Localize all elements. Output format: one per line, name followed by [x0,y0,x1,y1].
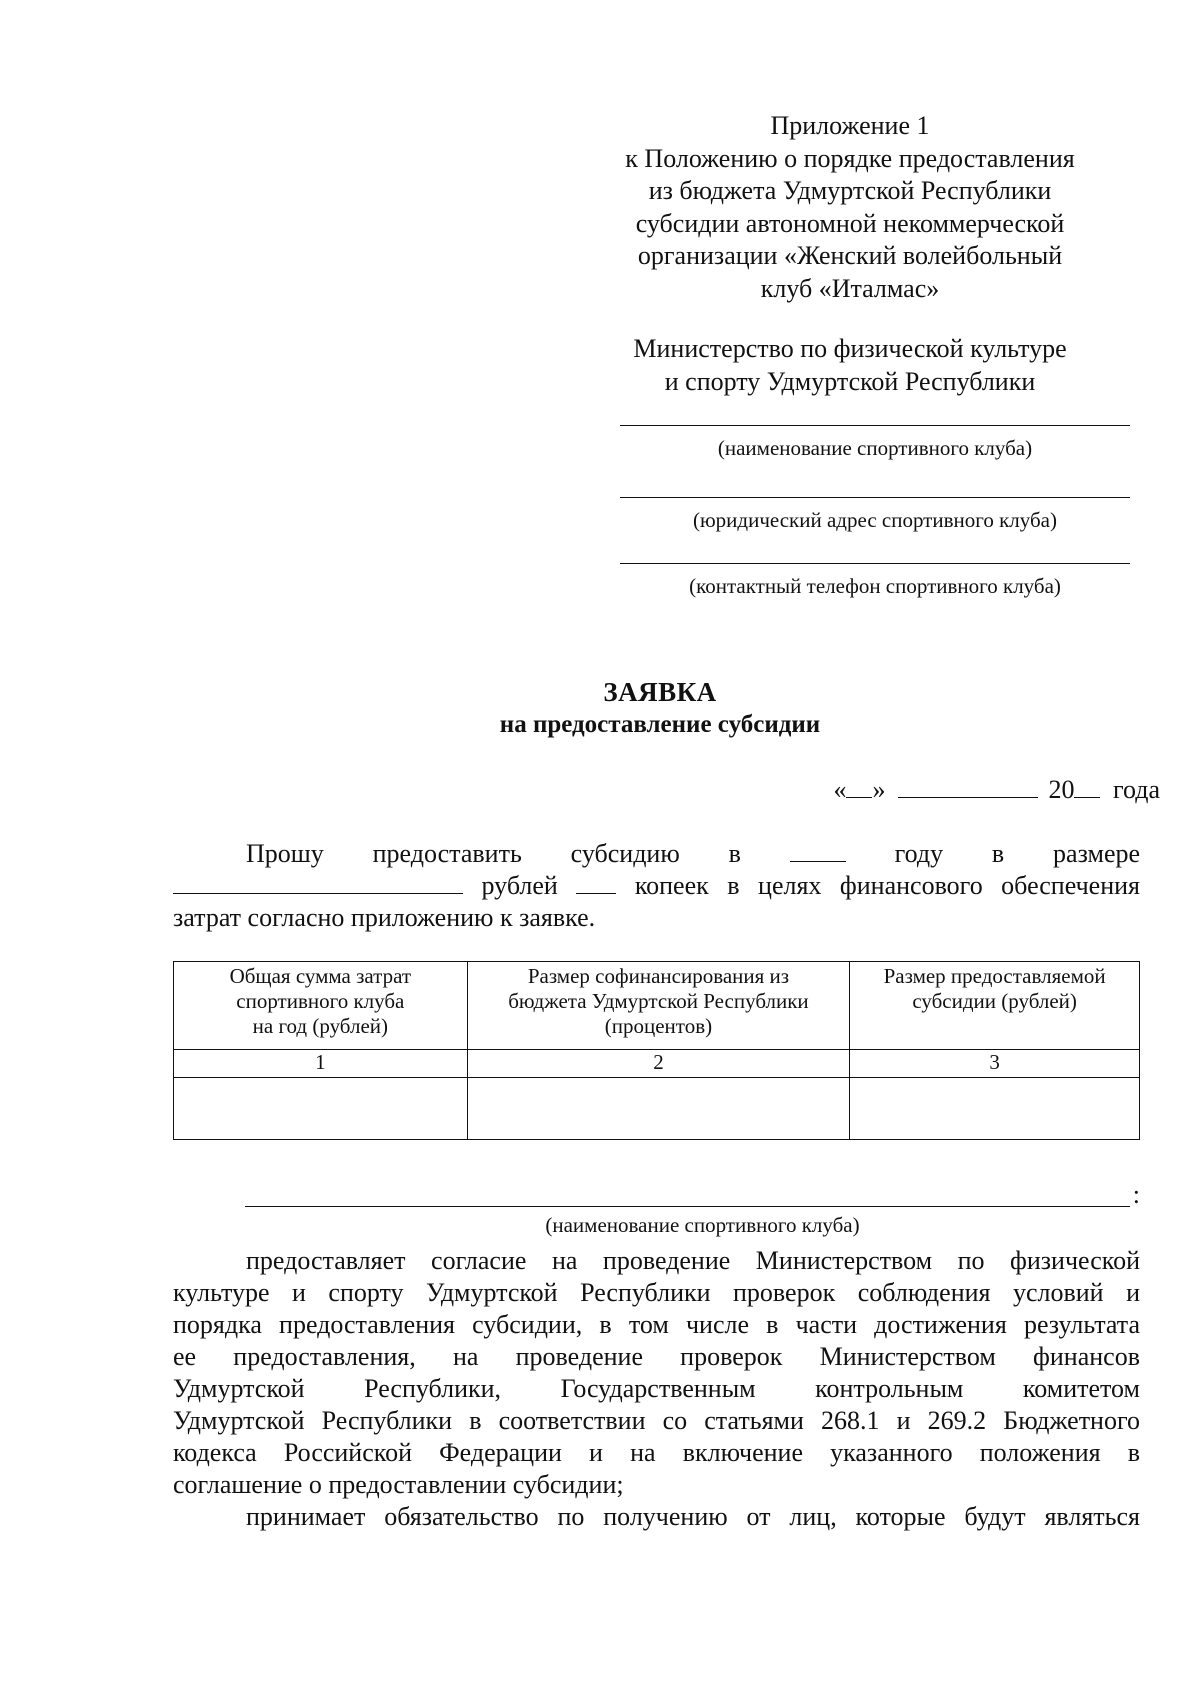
year-blank[interactable] [1074,775,1100,798]
consent-line: порядка предоставления субсидии, в том числе в части достижения результата [173,1310,1140,1339]
club-phone-caption: (контактный телефон спортивного клуба) [689,574,1061,598]
addressee-line: и спорту Удмуртской Республики [664,366,1036,396]
club-phone-field[interactable] [620,563,1130,599]
annex-line: клуб «Италмас» [760,273,940,303]
obligation-line: принимает обязательство по получению от лиц, которые будут являться [246,1502,1140,1531]
consent-line: кодекса Российской Федерации и на включение указанного положения в [173,1438,1140,1467]
date-field[interactable] [833,775,1160,805]
club-address-line [620,497,1130,498]
table-number-row [174,1050,1140,1078]
table-input-cell[interactable] [467,1078,850,1140]
request-paragraph [173,838,1140,934]
request-word: году [894,839,944,868]
request-line-3: затрат согласно приложению к заявке. [173,903,596,932]
annex-line: Приложение 1 [770,111,930,140]
table-input-cell[interactable] [850,1078,1140,1140]
document-title: ЗАЯВКА [603,677,717,707]
rubles-blank[interactable] [173,871,463,894]
table-number-cell: 1 [174,1050,468,1078]
request-word: субсидию [570,839,680,868]
club-name-caption: (наименование спортивного клуба) [717,436,1033,460]
table-input-cell[interactable] [174,1078,468,1140]
request-word: Прошу [246,839,324,868]
day-blank[interactable] [846,775,872,798]
request-line-1 [173,838,1140,870]
table-number-cell: 3 [850,1050,1140,1078]
consent-line: предоставляет согласие на проведение Министерством по физической [246,1246,1140,1275]
request-word: предоставить [372,839,522,868]
club-name-line [620,425,1130,426]
consent-line: ее предоставления, на проведение проверок Министерством финансов [173,1342,1140,1371]
rubles-label: рублей [481,871,558,900]
consent-line: Удмуртской Республики в соответствии со статьями 268.1 и 269.2 Бюджетного [173,1406,1140,1435]
annex-line: из бюджета Удмуртской Республики [648,176,1052,205]
month-blank[interactable] [898,775,1038,798]
request-word: размере [1053,839,1141,868]
signature-caption: (наименование спортивного клуба) [545,1213,860,1237]
request-word: в [991,839,1005,868]
document-subtitle: на предоставление субсидии [499,711,821,738]
club-address-field[interactable] [620,497,1130,533]
club-signature-field[interactable] [245,1180,1140,1238]
kopecks-blank[interactable] [576,871,616,894]
table-header-cell: Общая сумма затрат спортивного клуба на год (рублей) [174,962,468,1050]
subsidy-table [173,961,1140,1140]
addressee-line: Министерство по физической культуре [633,334,1067,363]
table-header-row [174,962,1140,1050]
annex-line: к Положению о порядке предоставления [625,143,1075,173]
club-phone-line [620,563,1130,564]
year-suffix: года [1112,775,1160,804]
request-word: в [728,839,741,868]
request-line-2-text: копеек в целях финансового обеспечения [634,871,1141,900]
consent-line: культуре и спорту Удмуртской Республики проверок соблюдения условий и [173,1278,1140,1307]
consent-paragraph [173,1245,1140,1533]
year-input-blank[interactable] [790,839,846,862]
table-header-cell: Размер софинансирования из бюджета Удмуртской Республики (процентов) [467,962,850,1050]
club-address-caption: (юридический адрес спортивного клуба) [692,508,1057,532]
signature-line [245,1206,1130,1207]
annex-line: субсидии автономной некоммерческой [635,208,1065,238]
table-row [174,1078,1140,1140]
signature-colon: : [1132,1180,1140,1209]
annex-line: организации «Женский волейбольный [637,241,1063,270]
club-name-field[interactable] [620,425,1130,461]
annex-header [600,110,1100,305]
consent-line: Удмуртской Республики, Государственным контрольным комитетом [173,1374,1140,1403]
date-close-quote: » [872,775,886,804]
date-open-quote: « [833,775,847,804]
consent-line: соглашение о предоставлении субсидии; [173,1470,624,1499]
table-number-cell: 2 [467,1050,850,1078]
request-line-2 [173,870,1140,902]
table-header-cell: Размер предоставляемой субсидии (рублей) [850,962,1140,1050]
addressee-block [600,333,1100,398]
year-prefix: 20 [1048,775,1075,804]
